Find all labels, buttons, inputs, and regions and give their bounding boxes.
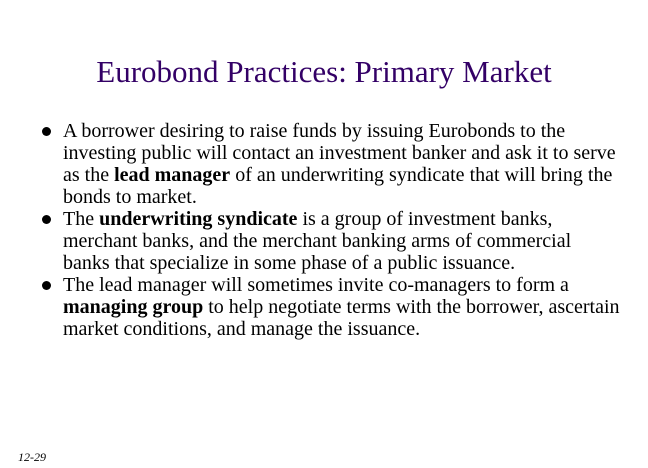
slide-number: 12-29 <box>18 450 46 464</box>
bullet-segment: is a group of investment banks, merchant banks, and the merchant banking arms of commercial banks that specialize in some phase of a public issuance. <box>63 208 572 274</box>
bullet-segment: A borrower desiring to raise funds by issuing Eurobonds to the investing public will contact an investment banker and ask it to serve as the <box>63 120 616 186</box>
bullet-item <box>40 120 620 208</box>
bullet-segment: The lead manager will sometimes invite co-managers to form a <box>63 274 569 296</box>
bullet-keyword-managing-group: managing group <box>63 296 204 318</box>
bullet-icon <box>42 127 51 136</box>
bullet-icon <box>42 215 51 224</box>
bullet-item <box>40 274 620 340</box>
bullet-list <box>40 120 620 340</box>
bullet-segment: The <box>63 208 100 230</box>
bullet-item <box>40 208 620 274</box>
bullet-keyword-lead-manager: lead manager <box>114 164 231 186</box>
bullet-icon <box>42 281 51 290</box>
bullet-text <box>63 208 571 274</box>
bullet-keyword-underwriting-syndicate: underwriting syndicate <box>99 208 298 230</box>
slide-title: Eurobond Practices: Primary Market <box>96 54 552 89</box>
bullet-segment: to help negotiate terms with the borrower, ascertain market conditions, and manage the issuance. <box>63 296 620 340</box>
bullet-text <box>63 120 616 208</box>
bullet-text <box>63 274 620 340</box>
bullet-segment: of an underwriting syndicate that will bring the bonds to market. <box>63 164 613 208</box>
